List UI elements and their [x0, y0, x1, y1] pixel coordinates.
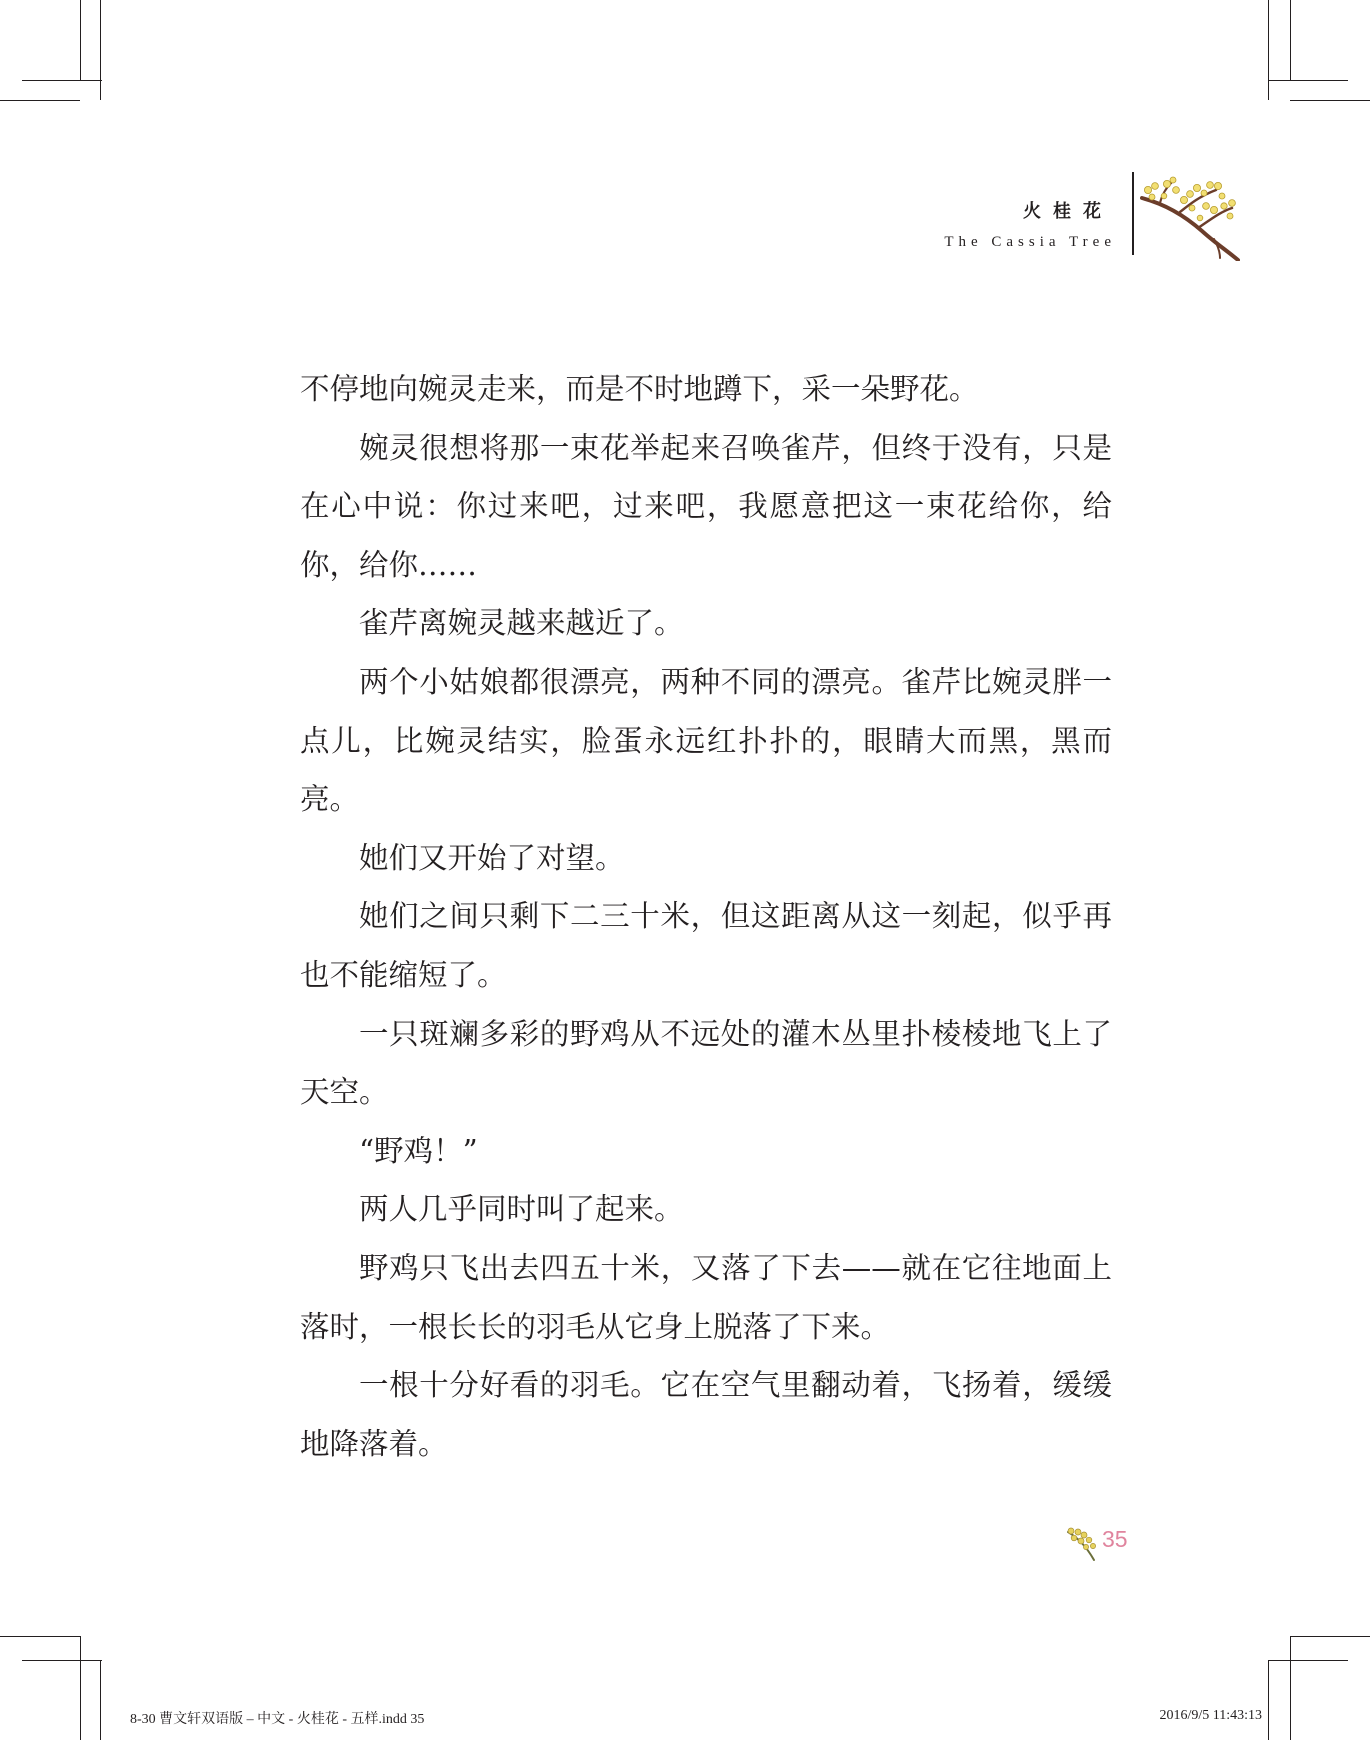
- running-header-title-cn: 火桂花: [1023, 201, 1113, 222]
- cassia-sprig-icon: [1064, 1526, 1104, 1562]
- paragraph: 她们又开始了对望。: [359, 840, 625, 875]
- cassia-branch-icon: [1140, 176, 1240, 261]
- paragraph: 雀芹离婉灵越来越近了。: [359, 606, 684, 641]
- running-header-divider: [1132, 172, 1134, 255]
- paragraph: 一只斑斓多彩的野鸡从不远处的灌木丛里扑棱棱地飞上了天空。: [300, 1016, 1112, 1110]
- running-header-title-en: The Cassia Tree: [944, 234, 1116, 250]
- paragraph: 一根十分好看的羽毛。它在空气里翻动着，飞扬着，缓缓地降落着。: [300, 1368, 1112, 1461]
- paragraph: 她们之间只剩下二三十米，但这距离从这一刻起，似乎再也不能缩短了。: [300, 899, 1112, 992]
- paragraph: “野鸡！”: [359, 1133, 478, 1168]
- paragraph: 两人几乎同时叫了起来。: [359, 1192, 684, 1227]
- paragraph: 不停地向婉灵走来，而是不时地蹲下，采一朵野花。: [300, 372, 979, 406]
- paragraph: 两个小姑娘都很漂亮，两种不同的漂亮。雀芹比婉灵胖一点儿，比婉灵结实，脸蛋永远红扑扑的，眼睛大而黑，黑而亮。: [300, 664, 1112, 817]
- page-number: 35: [1102, 1526, 1128, 1552]
- paragraph: 野鸡只飞出去四五十米，又落了下去——就在它往地面上落时，一根长长的羽毛从它身上脱落了下来。: [300, 1250, 1112, 1344]
- slug-timestamp: 2016/9/5 11:43:13: [1159, 1708, 1262, 1723]
- slug-file-info: 8-30 曹文轩双语版 – 中文 - 火桂花 - 五样.indd 35: [130, 1712, 425, 1727]
- body-text: [300, 360, 1112, 1473]
- paragraph: 婉灵很想将那一束花举起来召唤雀芹，但终于没有，只是在心中说：你过来吧，过来吧，我愿意把这一束花给你，给你，给你……: [300, 430, 1112, 582]
